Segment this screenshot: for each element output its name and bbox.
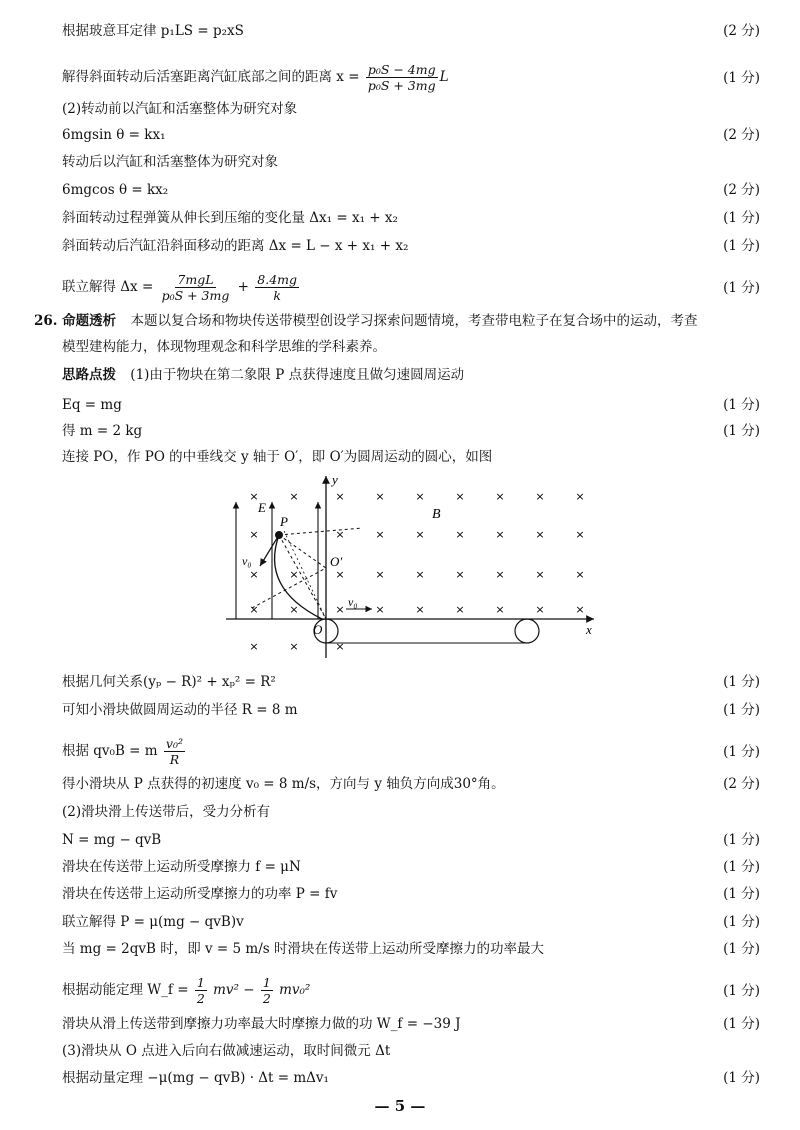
solution-line [62,1069,760,1087]
score-label: (1 分) [723,210,760,226]
score-label: (1 分) [723,1070,760,1086]
score-label: (2 分) [723,127,760,143]
field-cross: × [495,528,505,541]
numerator: v₀² [165,736,183,751]
section-text: 转动后以汽缸和活塞整体为研究对象 [62,154,278,170]
score-label: (1 分) [723,279,760,296]
field-cross: × [455,603,465,616]
field-cross: × [415,490,425,503]
equation-text: 得 m = 2 kg [62,423,143,439]
label-o-prime: O′ [330,554,343,569]
field-cross: × [495,603,505,616]
score-label: (1 分) [723,238,760,254]
solution-line [62,701,760,719]
fraction [164,736,185,767]
numerator: p₀S − 4mg [367,62,436,77]
solution-line [62,913,760,931]
score-label: (1 分) [723,886,760,902]
field-cross: × [575,528,585,541]
equation-text: Eq = mg [62,397,122,413]
section-text: 连接 PO，作 PO 的中垂线交 y 轴于 O′，即 O′为圆周运动的圆心，如图 [62,449,493,465]
numerator: 1 [196,975,205,990]
equation-text: N = mg − qvB [62,832,162,848]
solution-line [62,62,760,93]
equation-text: 联立解得 P = μ(mg − qvB)v [62,914,244,930]
equation-text: 根据 qv₀B = m [62,743,158,759]
question-label: 26. 命题透析 [34,313,117,329]
solution-line [62,237,760,255]
field-cross: × [575,568,585,581]
score-label: (1 分) [723,832,760,848]
score-label: (1 分) [723,982,760,999]
score-label: (2 分) [723,182,760,198]
score-label: (1 分) [723,941,760,957]
solution-line [62,181,760,199]
construction-line [279,528,362,535]
label-b: B [432,507,441,522]
field-cross: × [289,568,299,581]
solution-line [62,775,760,793]
field-cross: × [375,528,385,541]
equation-text: 根据动能定理 W_f = [62,982,189,998]
score-label: (2 分) [723,23,760,39]
score-label: (1 分) [723,914,760,930]
equation-text: 可知小滑块做圆周运动的半径 R = 8 m [62,702,298,718]
solution-line [62,100,760,118]
numerator: 1 [262,975,271,990]
field-cross: × [495,490,505,503]
equation-text: 6mgcos θ = kx₂ [62,182,169,198]
score-label: (2 分) [723,776,760,792]
field-cross: × [535,568,545,581]
equation-text: 根据玻意耳定律 p₁LS = p₂xS [62,23,244,39]
solution-line [62,736,760,767]
belt-pulley-right [515,619,539,643]
field-cross: × [289,640,299,653]
solution-line [62,153,760,171]
point-p [275,531,283,539]
solution-line [62,366,760,384]
equation-text: 斜面转动后汽缸沿斜面移动的距离 Δx = L − x + x₁ + x₂ [62,238,409,254]
field-cross: × [335,640,345,653]
radius-line [279,535,326,568]
equation-text: 解得斜面转动后活塞距离汽缸底部之间的距离 x = [62,69,360,85]
chord-line [279,535,326,619]
score-label: (1 分) [723,674,760,690]
solution-line [62,975,760,1006]
equation-text: 当 mg = 2qvB 时，即 v = 5 m/s 时滑块在传送带上运动所受摩擦力的功率最大 [62,941,544,957]
equation-text: mv₀² [279,982,311,998]
solution-line [62,396,760,414]
denominator: 2 [262,991,271,1006]
solution-line [62,209,760,227]
magnetic-field-crosses [249,490,584,653]
numerator: 7mgL [177,272,214,287]
equation-text: 得小滑块从 P 点获得的初速度 v₀ = 8 m/s，方向与 y 轴负方向成30°角。 [62,776,505,792]
denominator: R [169,752,180,767]
field-cross: × [575,603,585,616]
field-cross: × [289,603,299,616]
equation-text: 滑块在传送带上运动所受摩擦力 f = μN [62,859,301,875]
field-cross: × [415,568,425,581]
field-cross: × [335,568,345,581]
fraction [261,975,273,1006]
section-text: (3)滑块从 O 点进入后向右做减速运动，取时间微元 Δt [62,1043,391,1059]
section-text: (2)转动前以汽缸和活塞整体为研究对象 [62,101,298,117]
equation-text: 6mgsin θ = kx₁ [62,127,166,143]
solution-line [62,885,760,903]
fraction [160,272,232,303]
field-cross: × [375,603,385,616]
equation-text: 联立解得 Δx = [62,279,154,295]
fraction [366,62,438,93]
field-diagram [222,468,602,658]
velocity-arrow [260,535,279,566]
field-cross: × [535,528,545,541]
field-cross: × [335,603,345,616]
score-label: (1 分) [723,702,760,718]
equation-text: 滑块在传送带上运动所受摩擦力的功率 P = fv [62,886,338,902]
field-cross: × [415,603,425,616]
solution-line [62,338,760,356]
field-cross: × [375,568,385,581]
operator: + [237,279,249,295]
denominator: p₀S + 3mg [367,78,436,93]
score-label: (1 分) [723,1016,760,1032]
field-cross: × [455,490,465,503]
solution-line [62,126,760,144]
equation-text: 根据几何关系(yₚ − R)² + xₚ² = R² [62,674,276,690]
field-cross: × [249,640,259,653]
solution-line [62,1042,760,1060]
score-label: (1 分) [723,423,760,439]
equation-text: L [439,69,449,85]
label-e: E [258,500,266,515]
score-label: (1 分) [723,743,760,760]
field-cross: × [495,568,505,581]
field-cross: × [415,528,425,541]
score-label: (1 分) [723,397,760,413]
solution-line [62,858,760,876]
equation-text: mv² − [213,982,255,998]
score-label: (1 分) [723,859,760,875]
intro-text: 本题以复合场和物块传送带模型创设学习探索问题情境，考查带电粒子在复合场中的运动，考查 [130,313,698,329]
field-cross: × [535,603,545,616]
field-cross: × [335,490,345,503]
fraction [255,272,299,303]
score-label: (1 分) [723,69,760,86]
question-header [34,312,760,330]
solution-line [62,422,760,440]
denominator: 2 [196,991,205,1006]
label-p: P [280,514,288,529]
solution-line [62,448,760,466]
solution-line [62,831,760,849]
intro-text: 模型建构能力，体现物理观念和科学思维的学科素养。 [62,339,386,355]
equation-text: 滑块从滑上传送带到摩擦力功率最大时摩擦力做的功 W_f = −39 J [62,1016,461,1032]
field-cross: × [249,568,259,581]
label-v0: v₀ [242,554,252,568]
solution-line [62,673,760,691]
hint-text: (1)由于物块在第二象限 P 点获得速度且做匀速圆周运动 [130,367,465,383]
field-cross: × [455,528,465,541]
label-y: y [332,472,338,487]
page-number: — 5 — [374,1097,426,1115]
field-cross: × [575,490,585,503]
field-cross: × [249,528,259,541]
section-text: (2)滑块滑上传送带后，受力分析有 [62,804,271,820]
denominator: k [273,288,281,303]
equation-text: 根据动量定理 −μ(mg − qvB) · Δt = mΔv₁ [62,1070,329,1086]
denominator: p₀S + 3mg [161,288,230,303]
solution-line [62,22,760,40]
label-x: x [586,622,592,637]
field-cross: × [249,490,259,503]
field-cross: × [375,490,385,503]
solution-line [62,272,760,303]
field-cross: × [535,490,545,503]
field-cross: × [249,603,259,616]
solution-line [62,1015,760,1033]
solution-line [62,803,760,821]
equation-text: 斜面转动过程弹簧从伸长到压缩的变化量 Δx₁ = x₁ + x₂ [62,210,398,226]
solution-line [62,940,760,958]
field-cross: × [289,490,299,503]
numerator: 8.4mg [257,272,298,287]
label-o: O [313,622,323,637]
fraction [195,975,207,1006]
field-cross: × [455,568,465,581]
field-cross: × [335,528,345,541]
hint-label: 思路点拨 [62,367,116,383]
label-belt-v0: v₀ [348,595,358,609]
